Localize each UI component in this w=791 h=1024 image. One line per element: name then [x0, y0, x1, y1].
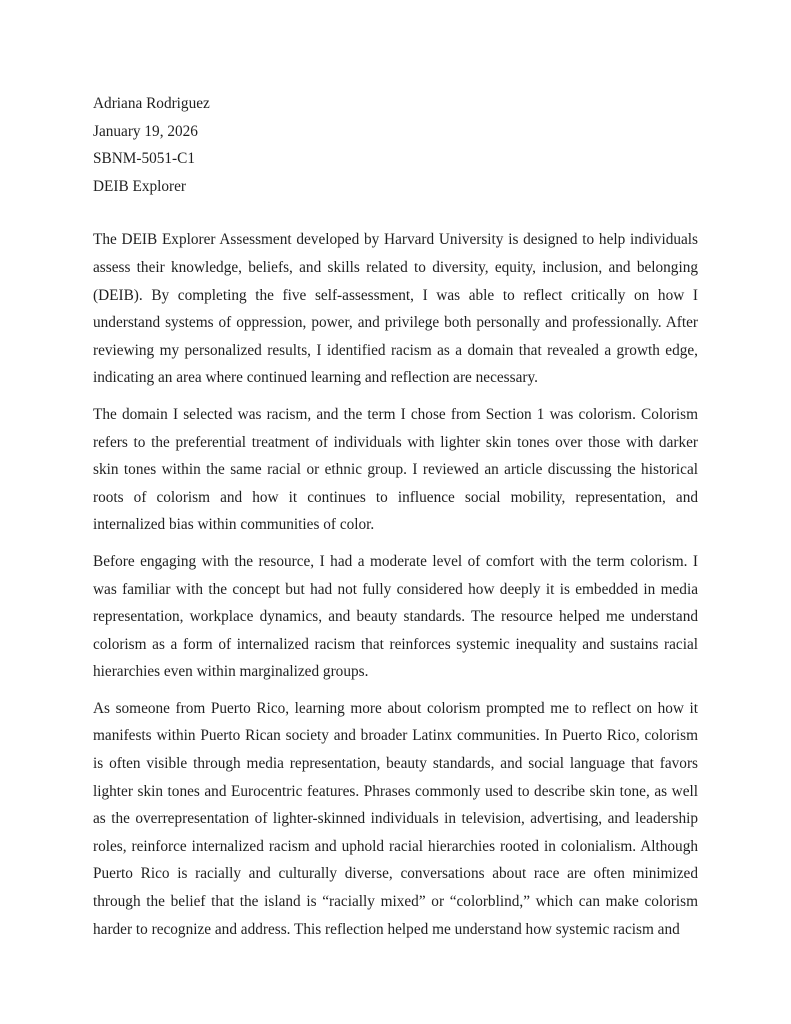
paragraph-comfort: Before engaging with the resource, I had a moderate level of comfort with the term colorism. I was familiar with the concept but had not fully considered how deeply it is embedded in media representation, workplace dynamics, and beauty standards. The resource helped me understand colorism as a form of internalized racism that reinforces systemic inequality and sustains racial hierarchies even within marginalized groups. [93, 552, 698, 681]
paragraph-domain: The domain I selected was racism, and the term I chose from Section 1 was colorism. Colorism refers to the preferential treatment of individuals with lighter skin tones over those with darker skin tones within the same racial or ethnic group. I reviewed an article discussing the historical roots of colorism and how it continues to influence social mobility, representation, and internalized bias within communities of color. [93, 405, 698, 534]
author-name: Adriana Rodriguez [93, 95, 210, 112]
paragraph-reflection: As someone from Puerto Rico, learning more about colorism prompted me to reflect on how it manifests within Puerto Rican society and broader Latinx communities. In Puerto Rico, colorism is often visible through media representation, beauty standards, and social language that favors lighter skin tones and Eurocentric features. Phrases commonly used to describe skin tone, as well as the overrepresentation of lighter-skinned individuals in television, advertising, and leadership roles, reinforce internalized racism and uphold racial hierarchies rooted in colonialism. Although Puerto Rico is racially and culturally diverse, conversations about race are often minimized through the belief that the island is “racially mixed” or “colorblind,” which can make colorism harder to recognize and address. This reflection helped me understand how systemic racism and [93, 699, 698, 938]
course-code: SBNM-5051-C1 [93, 150, 195, 168]
paragraph-intro: The DEIB Explorer Assessment developed by Harvard University is designed to help individuals assess their knowledge, beliefs, and skills related to diversity, equity, inclusion, and belonging (DEIB). By completing the five self-assessment, I was able to reflect critically on how I understand systems of oppression, power, and privilege both personally and professionally. After reviewing my personalized results, I identified racism as a domain that revealed a growth edge, indicating an area where continued learning and reflection are necessary. [93, 231, 698, 387]
document-heading [93, 90, 698, 200]
assignment-title: DEIB Explorer [93, 177, 187, 195]
document-date: January 19, 2026 [93, 122, 198, 140]
document-body [93, 90, 698, 952]
